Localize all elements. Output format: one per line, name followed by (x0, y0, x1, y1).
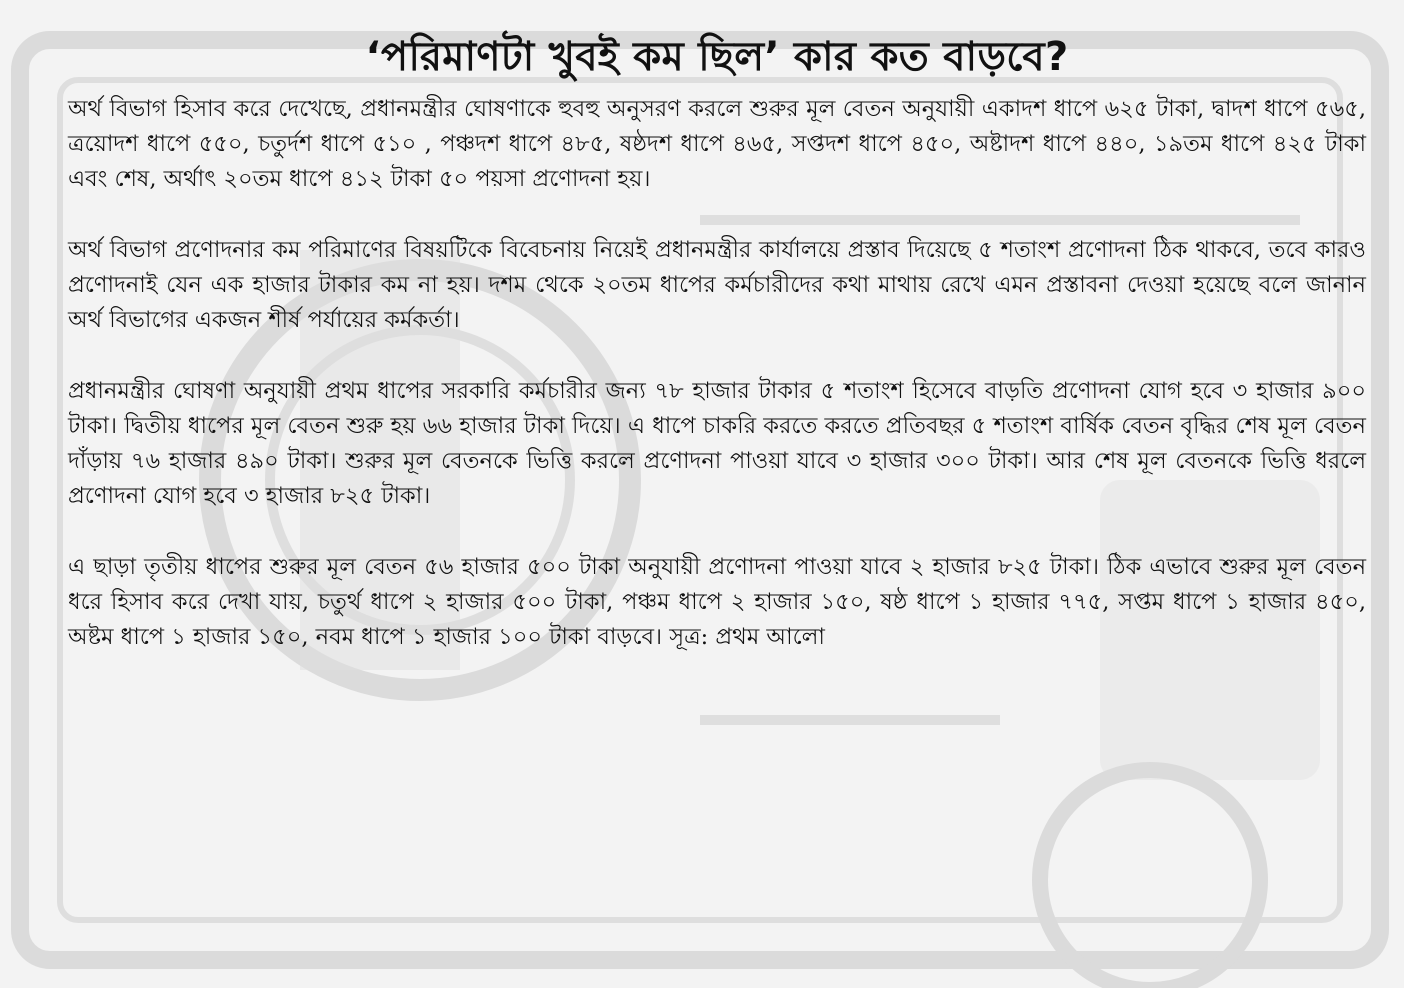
article-title: ‘পরিমাণটা খুবই কম ছিল’ কার কত বাড়বে? (365, 34, 1069, 80)
article-paragraph-2: অর্থ বিভাগ প্রণোদনার কম পরিমাণের বিষয়টিকে বিবেচনায় নিয়েই প্রধানমন্ত্রীর কার্যালয়ে প্রস্তাব দিয়েছে ৫ শতাংশ প্রণোদনা ঠিক থাকবে, তবে কারও প্রণোদনাই যেন এক হাজার টাকার কম না হয়। দশম থেকে ২০তম ধাপের কর্মচারীদের কথা মাথায় রেখে এমন প্রস্তাবনা দেওয়া হয়েছে বলে জানান অর্থ বিভাগের একজন শীর্ষ পর্যায়ের কর্মকর্তা। (68, 237, 1366, 333)
article-paragraph-3: প্রধানমন্ত্রীর ঘোষণা অনুযায়ী প্রথম ধাপের সরকারি কর্মচারীর জন্য ৭৮ হাজার টাকার ৫ শতাংশ হিসেবে বাড়তি প্রণোদনা যোগ হবে ৩ হাজার ৯০০ টাকা। দ্বিতীয় ধাপের মূল বেতন শুরু হয় ৬৬ হাজার টাকা দিয়ে। এ ধাপে চাকরি করতে করতে প্রতিবছর ৫ শতাংশ বার্ষিক বেতন বৃদ্ধির শেষ মূল বেতন দাঁড়ায় ৭৬ হাজার ৪৯০ টাকা। শুরুর মূল বেতনকে ভিত্তি করলে প্রণোদনা পাওয়া যাবে ৩ হাজার ৩০০ টাকা। আর শেষ মূল বেতনকে ভিত্তি ধরলে প্রণোদনা যোগ হবে ৩ হাজার ৮২৫ টাকা। (68, 378, 1366, 509)
article (68, 26, 1366, 655)
article-paragraph-1: অর্থ বিভাগ হিসাব করে দেখেছে, প্রধানমন্ত্রীর ঘোষণাকে হুবহু অনুসরণ করলে শুরুর মূল বেতন অনুযায়ী একাদশ ধাপে ৬২৫ টাকা, দ্বাদশ ধাপে ৫৬৫, ত্রয়োদশ ধাপে ৫৫০, চতুর্দশ ধাপে ৫১০ , পঞ্চদশ ধাপে ৪৮৫, ষষ্ঠদশ ধাপে ৪৬৫, সপ্তদশ ধাপে ৪৫০, অষ্টাদশ ধাপে ৪৪০, ১৯তম ধাপে ৪২৫ টাকা এবং শেষ, অর্থাৎ ২০তম ধাপে ৪১২ টাকা ৫০ পয়সা প্রণোদনা হয়। (68, 96, 1366, 192)
article-paragraph-4: এ ছাড়া তৃতীয় ধাপের শুরুর মূল বেতন ৫৬ হাজার ৫০০ টাকা অনুযায়ী প্রণোদনা পাওয়া যাবে ২ হাজার ৮২৫ টাকা। ঠিক এভাবে শুরুর মূল বেতন ধরে হিসাব করে দেখা যায়, চতুর্থ ধাপে ২ হাজার ৫০০ টাকা, পঞ্চম ধাপে ২ হাজার ১৫০, ষষ্ঠ ধাপে ১ হাজার ৭৭৫, সপ্তম ধাপে ১ হাজার ৪৫০, অষ্টম ধাপে ১ হাজার ১৫০, নবম ধাপে ১ হাজার ১০০ টাকা বাড়বে। সূত্র: প্রথম আলো (68, 554, 1366, 650)
